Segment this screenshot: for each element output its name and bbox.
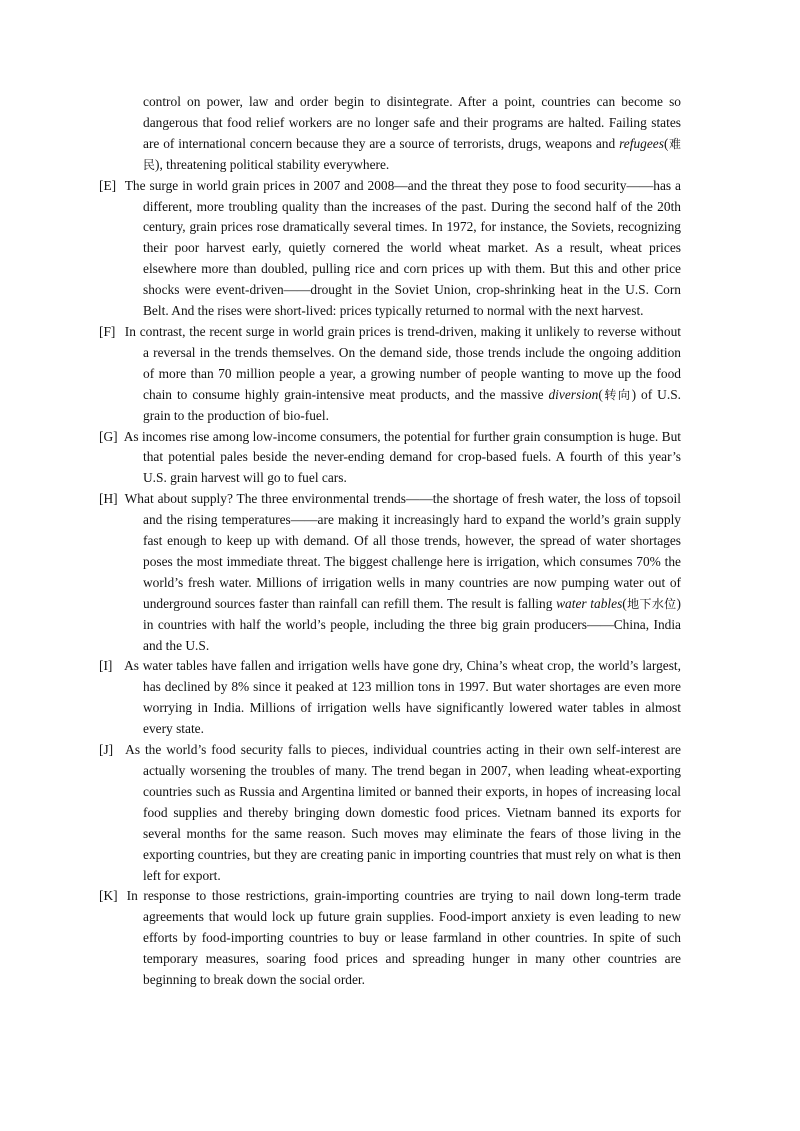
paragraph-text: ), threatening political stability everywhere. <box>155 156 390 172</box>
paragraph-text: As incomes rise among low-income consumers, the potential for further grain consumption is huge. But that potential pales beside the never-ending demand for crop-based fuels. A fourth of this year’s U.S. grain harvest will go to fuel cars. <box>123 428 682 486</box>
italic-term: diversion <box>548 386 599 402</box>
paragraph-text: The surge in world grain prices in 2007 and 2008—and the threat they pose to food security——has a different, more troubling quality than the increases of the past. During the second half of the 20th century, grain prices rose dramatically several times. In 1972, for instance, the Soviets, recognizing their poor harvest early, quietly cornered the world wheat market. As a result, wheat prices elsewhere more than doubled, pulling rice and corn prices up with them. But this and other price shocks were event-driven——drought in the Soviet Union, crop-shrinking heat in the U.S. Corn Belt. And the rises were short-lived: prices typically returned to normal with the next harvest. <box>124 177 681 319</box>
paragraph-text: ( <box>598 386 603 402</box>
italic-term: water tables <box>556 595 623 611</box>
paragraph-text: As water tables have fallen and irrigation wells have gone dry, China’s wheat crop, the world’s largest, has declined by 8% since it peaked at 123 million tons in 1997. But water shortages are even more worrying in India. Millions of irrigation wells have significantly lowered water tables in almost every state. <box>124 658 681 737</box>
chinese-gloss: 难民 <box>143 136 681 172</box>
paragraph-h: [H] What about supply? The three environmental trends——the shortage of fresh water, the loss of topsoil and the rising temperatures——are making it increasingly hard to expand the world’s grain supply fast enough to keep up with demand. Of all those trends, however, the spread of water shortages poses the most immediate threat. The biggest challenge here is irrigation, which consumes 70% the world’s fresh water. Millions of irrigation wells in many countries are now pumping water out of underground sources faster than rainfall can refill them. The result is falling water tables(地下水位) in countries with half the world’s people, including the three big grain producers——China, India and the U.S. <box>99 491 681 653</box>
paragraph-continuation <box>121 92 681 176</box>
paragraph-f: [F] In contrast, the recent surge in world grain prices is trend-driven, making it unlikely to reverse without a reversal in the trends themselves. On the demand side, those trends include the ongoing addition of more than 70 million people a year, a growing number of people wanting to move up the food chain to consume highly grain-intensive meat products, and the massive diversion(转向) of U.S. grain to the production of bio-fuel. <box>99 323 681 423</box>
paragraph-g: [G] As incomes rise among low-income consumers, the potential for further grain consumption is huge. But that potential pales beside the never-ending demand for crop-based fuels. A fourth of this year’s U.S. grain harvest will go to fuel cars. <box>99 428 682 486</box>
chinese-gloss: 转向 <box>602 387 632 402</box>
paragraph-text: In response to those restrictions, grain-importing countries are trying to nail down long-term trade agreements that would lock up future grain supplies. Food-import anxiety is even leading to new efforts by food-importing countries to buy or lease farmland in other countries. In spite of such temporary measures, soaring food prices and spreading hunger in many other countries are beginning to break down the social order. <box>126 888 681 988</box>
paragraph-text: ) in countries with half the world’s people, including the three big grain producers——China, India and the U.S. <box>143 595 681 653</box>
paragraph-text: What about supply? The three environmental trends——the shortage of fresh water, the loss of topsoil and the rising temperatures——are making it increasingly hard to expand the world’s grain supply fast enough to keep up with demand. Of all those trends, however, the spread of water shortages poses the most immediate threat. The biggest challenge here is irrigation, which consumes 70% the world’s fresh water. Millions of irrigation wells in many countries are now pumping water out of underground sources faster than rainfall can refill them. The result is falling <box>124 491 681 611</box>
paragraph-k: [K] In response to those restrictions, grain-importing countries are trying to nail down long-term trade agreements that would lock up future grain supplies. Food-import anxiety is even leading to new efforts by food-importing countries to buy or lease farmland in other countries. In spite of such temporary measures, soaring food prices and spreading hunger in many other countries are beginning to break down the social order. <box>99 888 681 988</box>
paragraph-text: control on power, law and order begin to disintegrate. After a point, countries can become so dangerous that food relief workers are no longer safe and their programs are halted. Failing states are of international concern because they are a source of terrorists, drugs, weapons and <box>143 94 681 151</box>
paragraph-text: ( <box>622 595 627 611</box>
italic-term: refugees <box>619 135 664 151</box>
paragraph-text: ) of U.S. grain to the production of bio-fuel. <box>143 386 681 423</box>
paragraph-text: ( <box>663 135 669 151</box>
paragraph-j: [J] As the world’s food security falls to pieces, individual countries acting in their own self-interest are actually worsening the troubles of many. The trend began in 2007, when leading wheat-exporting countries such as Russia and Argentina limited or banned their exports, in hopes of increasing local food supplies and thereby bringing down domestic food prices. Vietnam banned its exports for several months for the same reason. Such moves may eliminate the fears of those living in the exporting countries, but they are creating panic in importing countries that must rely on what is then left for export. <box>99 742 681 883</box>
paragraph-e: [E] The surge in world grain prices in 2007 and 2008—and the threat they pose to food security——has a different, more troubling quality than the increases of the past. During the second half of the 20th century, grain prices rose dramatically several times. In 1972, for instance, the Soviets, recognizing their poor harvest early, quietly cornered the world wheat market. As a result, wheat prices elsewhere more than doubled, pulling rice and corn prices up with them. But this and other price shocks were event-driven——drought in the Soviet Union, crop-shrinking heat in the U.S. Corn Belt. And the rises were short-lived: prices typically returned to normal with the next harvest. <box>99 177 681 319</box>
paragraph-text: As the world’s food security falls to pieces, individual countries acting in their own self-interest are actually worsening the troubles of many. The trend began in 2007, when leading wheat-exporting countries such as Russia and Argentina limited or banned their exports, in hopes of increasing local food supplies and thereby bringing down domestic food prices. Vietnam banned its exports for several months for the same reason. Such moves may eliminate the fears of those living in the exporting countries, but they are creating panic in importing countries that must rely on what is then left for export. <box>125 742 681 883</box>
paragraph-text: In contrast, the recent surge in world grain prices is trend-driven, making it unlikely to reverse without a reversal in the trends themselves. On the demand side, those trends include the ongoing addition of more than 70 million people a year, a growing number of people wanting to move up the food chain to consume highly grain-intensive meat products, and the massive <box>124 323 681 402</box>
document-page <box>99 92 682 991</box>
chinese-gloss: 地下水位 <box>626 596 677 611</box>
paragraph-i: [I] As water tables have fallen and irrigation wells have gone dry, China’s wheat crop, the world’s largest, has declined by 8% since it peaked at 123 million tons in 1997. But water shortages are even more worrying in India. Millions of irrigation wells have significantly lowered water tables in almost every state. <box>99 658 681 737</box>
